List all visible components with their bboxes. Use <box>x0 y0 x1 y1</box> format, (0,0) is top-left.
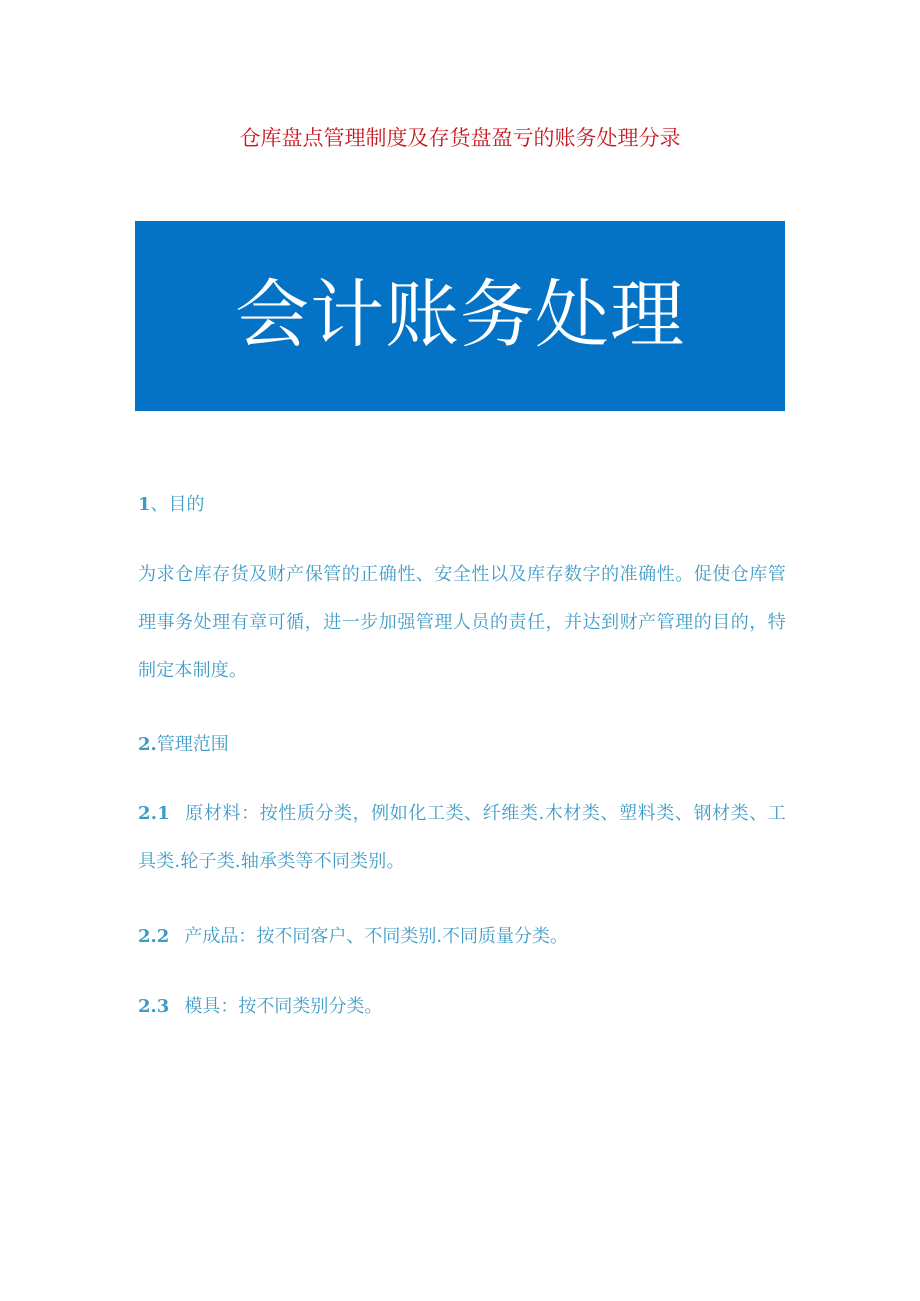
section-2-2-number: 2.2 <box>138 926 170 947</box>
section-2-title: 管理范围 <box>156 734 229 755</box>
banner-text: 会计账务处理 <box>235 272 685 358</box>
section-1-number: 1 <box>138 494 151 515</box>
section-2-3-text: 模具：按不同类别分类。 <box>184 996 383 1017</box>
section-2-3-item <box>138 983 786 1031</box>
section-1-title: 、目的 <box>150 494 205 515</box>
section-2-number: 2. <box>138 734 157 755</box>
section-2-2-item <box>138 913 786 961</box>
section-2-1-text: 原材料：按性质分类，例如化工类、纤维类.木材类、塑料类、钢材类、工具类.轮子类.轴承类等不同类别。 <box>138 803 786 872</box>
section-2-heading <box>138 721 786 769</box>
section-1-body: 为求仓库存货及财产保管的正确性、安全性以及库存数字的准确性。促使仓库管理事务处理有章可循，进一步加强管理人员的责任，并达到财产管理的目的，特制定本制度。 <box>138 564 786 681</box>
section-2-1-number: 2.1 <box>138 803 170 824</box>
section-2-2-text: 产成品：按不同客户、不同类别.不同质量分类。 <box>184 926 569 947</box>
banner <box>135 221 785 411</box>
section-2-1-item <box>138 790 786 886</box>
section-2-3-number: 2.3 <box>138 996 170 1017</box>
document-title: 仓库盘点管理制度及存货盘盈亏的账务处理分录 <box>239 126 681 150</box>
section-1-heading <box>138 481 786 529</box>
